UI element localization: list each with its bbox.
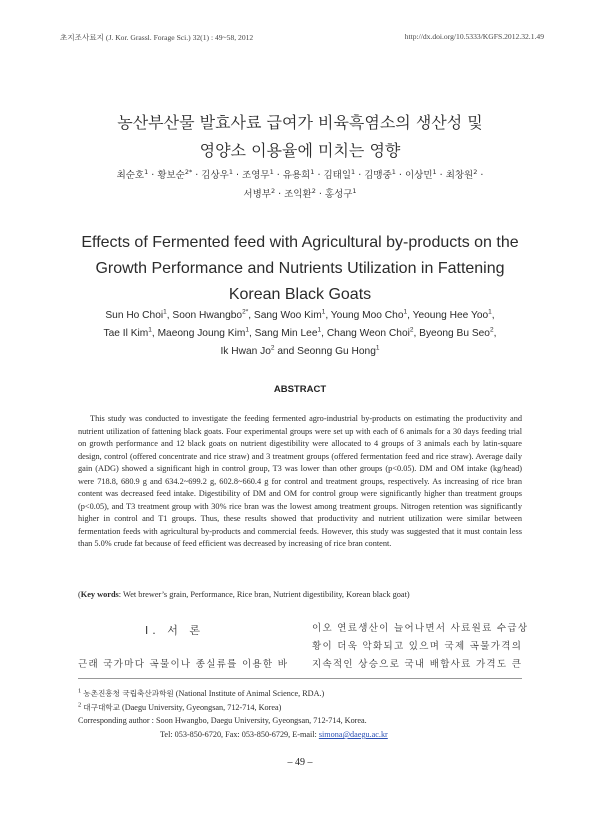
intro-left-column: 근래 국가마다 곡물이나 종실류를 이용한 바: [78, 659, 289, 670]
author-name: 유용희: [282, 170, 311, 181]
english-title-line-3: Korean Black Goats: [228, 286, 372, 303]
keywords-list: : Wet brewer’s grain, Performance, Rice bran, Nutrient digestibility, Korean black goat: [118, 590, 407, 599]
author-name: 김태일: [323, 170, 352, 181]
abstract-paragraph: This study was conducted to investigate the feeding fermented agro-industrial by-products on estimating the productivity and nutrient utilization of fattening black goats. Four experimental groups were set up with each of 6 animals for a 30 days feeding trial on growth performance and 12 black goats on nutrient digestibility were allocated to 4 groups of 3 animals each by latin-square design, control (offered concentrate and rice straw) and 3 treatment groups (offered fermentation feed and rice straw). Average daily gain (ADG) showed a significant high in control group, T3 was lower than other groups (p<0.05). DM and OM intake (kg/head) were 718.8, 680.9 g and 634.2~699.2 g, 602.8~660.4 g for control and treatment groups, respectively. As increasing of rice bran content was decreased feed intake. Digestibility of DM and OM for control group were significantly higher than treatment groups (p<0.05), and T3 treatment group with 30% rice bran was the lowest among treatment groups. Nitrogen retention was significantly higher in control and T1 groups. Thus, these results showed that productivity and nutrient utilization were similar between fermentation feeds with agricultural by-products and commercial feeds. However, this study was suggested that it must contain less than 5.0% crude fat because of feed efficient was decreased by increasing of rice bran content.: [78, 414, 522, 548]
author-name: 홍성구: [324, 189, 353, 200]
author-name: 조영무: [242, 170, 270, 181]
author-name: Maeong Joung Kim: [157, 328, 246, 339]
author-affiliation-mark: 1: [321, 308, 326, 316]
author-affiliation-mark: 2: [270, 186, 276, 195]
keywords: (Key words: Wet brewer’s grain, Performance, Rice bran, Nutrient digestibility, Korean black goat): [78, 590, 410, 599]
author-affiliation-mark: 1: [163, 308, 167, 316]
author-affiliation-mark: 1: [245, 326, 249, 334]
affiliation-english: (National Institute of Animal Science, RDA.): [175, 689, 325, 698]
intro-right-line: 이오 연료생산이 늘어나면서 사료원료 수급상: [312, 623, 529, 634]
korean-title-line-2: 영양소 이용율에 미치는 영향: [199, 141, 401, 160]
author-name: Seonng Gu Hong: [297, 346, 376, 357]
author-affiliation-mark: 2*: [184, 167, 193, 176]
author-name: 황보순: [157, 170, 185, 181]
author-affiliation-mark: 1: [148, 326, 152, 334]
author-name: 이상민: [404, 170, 433, 181]
contact-phone-fax: Tel: 053-850-6720, Fax: 053-850-6729, E-mail:: [160, 730, 319, 739]
author-name: Soon Hwangbo: [172, 310, 243, 321]
author-affiliation-mark: 1: [488, 308, 492, 316]
author-affiliation-mark: 2: [473, 167, 478, 176]
author-name: 김상우: [201, 170, 229, 181]
intro-right-line: 지속적인 상승으로 국내 배합사료 가격도 큰: [312, 659, 523, 670]
author-name: 조익환: [284, 189, 312, 200]
korean-authors-line-1: 최순호$^1$ · 황보순$^{2*}$ · 김상우$^1$ · 조영무$^1$ · 유용희$^1$ · 김태일$^1$ · 김맹중$^1$ · 이상민$^1$ · 최창원$^2$ ·: [116, 167, 484, 181]
author-name: Sang Min Lee: [254, 328, 318, 339]
doi-link[interactable]: http://dx.doi.org/10.5333/KGFS.2012.32.1.49: [404, 32, 544, 41]
author-affiliation-mark: 2*: [242, 308, 249, 316]
author-name: Ik Hwan Jo: [220, 346, 271, 357]
affiliation-korean: 농촌진흥청 국립축산과학원: [83, 689, 174, 698]
author-name: Sang Woo Kim: [253, 310, 322, 321]
author-affiliation-mark: 1: [310, 167, 315, 176]
author-affiliation-mark: 1: [432, 167, 437, 176]
journal-citation: 초지조사료지 (J. Kor. Grassl. Forage Sci.) 32(1) : 49~58, 2012: [60, 33, 254, 42]
author-name: 최순호: [116, 170, 145, 181]
contact-info: [160, 730, 388, 739]
page-number: – 49 –: [287, 757, 313, 768]
email-link[interactable]: simona@daegu.ac.kr: [318, 730, 388, 739]
author-affiliation-mark: 1: [144, 167, 149, 176]
author-affiliation-mark: 2: [489, 326, 494, 334]
intro-right-column: [312, 620, 529, 674]
footnote-affiliation-1: $^1$ 농촌진흥청 국립축산과학원 (National Institute of Animal Science, RDA.): [78, 687, 325, 698]
footnote-affiliation-2: $^2$ 대구대학교 (Daegu University, Gyeongsan, 712-714, Korea): [78, 701, 282, 712]
author-name: Tae Il Kim: [103, 328, 149, 339]
author-affiliation-mark: 1: [391, 167, 396, 176]
author-affiliation-mark: 1: [375, 344, 380, 352]
author-name: 김맹중: [364, 170, 392, 181]
korean-authors-line-2: 서병부$^2$ · 조익환$^2$ · 홍성구$^1$: [243, 186, 357, 200]
author-name: Yeoung Hee Yoo: [412, 310, 489, 321]
author-name: 서병부: [243, 189, 271, 200]
author-name: Chang Weon Choi: [326, 328, 410, 339]
author-name: Byeong Bu Seo: [419, 328, 490, 339]
section-heading-introduction: Ⅰ. 서 론: [145, 624, 204, 637]
author-affiliation-mark: 2: [311, 186, 316, 195]
english-title-line-2: Growth Performance and Nutrients Utilization in Fattening: [95, 260, 505, 277]
author-affiliation-mark: 2: [270, 344, 275, 352]
author-affiliation-mark: 1: [351, 167, 356, 176]
english-authors-line-1: Sun Ho Choi$^1$, Soon Hwangbo$^{2*}$, Sang Woo Kim$^1$, Young Moo Cho$^1$, Yeoung Hee Yoo$^1$,: [105, 308, 495, 321]
english-authors-line-3: Ik Hwan Jo$^2$ and Seonng Gu Hong$^1$: [220, 344, 380, 357]
affiliation-english: (Daegu University, Gyeongsan, 712-714, Korea): [122, 703, 282, 712]
abstract-body: [78, 413, 522, 551]
author-affiliation-mark: 1: [352, 186, 357, 195]
author-name: Young Moo Cho: [330, 310, 404, 321]
author-affiliation-mark: 1: [228, 167, 233, 176]
english-authors-line-2: Tae Il Kim$^1$, Maeong Joung Kim$^1$, Sang Min Lee$^1$, Chang Weon Choi$^2$, Byeong Bu Seo$^2$,: [103, 326, 497, 339]
author-name: 최창원: [445, 170, 474, 181]
author-name: Sun Ho Choi: [105, 310, 164, 321]
corresponding-author: Corresponding author : Soon Hwangbo, Daegu University, Gyeongsan, 712-714, Korea.: [78, 716, 367, 725]
keywords-label: Key words: [80, 590, 119, 599]
author-affiliation-mark: 1: [317, 326, 322, 334]
affiliation-korean: 대구대학교: [83, 703, 120, 712]
author-affiliation-mark: 1: [403, 308, 408, 316]
footnote-divider: [78, 678, 522, 679]
english-title-line-1: Effects of Fermented feed with Agricultural by-products on the: [81, 234, 519, 251]
intro-right-line: 황이 더욱 악화되고 있으며 국제 곡물가격의: [312, 641, 523, 652]
korean-title-line-1: 농산부산물 발효사료 급여가 비육흑염소의 생산성 및: [117, 113, 483, 132]
abstract-heading: ABSTRACT: [273, 384, 327, 395]
author-affiliation-mark: 2: [409, 326, 414, 334]
author-affiliation-mark: 1: [269, 167, 274, 176]
